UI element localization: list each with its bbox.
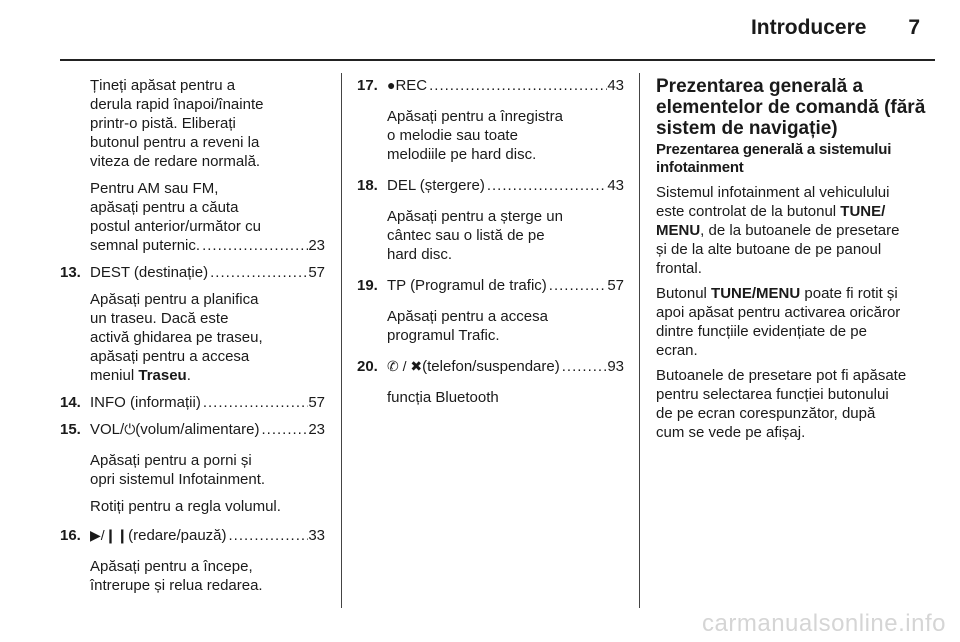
subsection-heading: Prezentarea generală a sistemului infotainment [656,141,892,176]
text-line: apăsați pentru a căuta [90,199,239,216]
page-ref: 43 [607,177,624,194]
text-line: Pentru AM sau FM, [90,180,219,197]
seek-description [60,76,325,171]
item-15: 15. VOL/ ⏻ (volum/alimentare) ..... 23 [60,420,325,439]
text-line: Țineți apăsat pentru a [90,77,236,94]
column-2 [357,76,624,415]
item-15-description-2: Rotiți pentru a regla volumul. [90,498,281,515]
page-ref: 93 [607,358,624,375]
text-line: butonul pentru a reveni la [90,134,260,151]
page-ref: 57 [607,277,624,294]
column-divider-2 [639,73,640,608]
column-divider-1 [341,73,342,608]
text-line: postul anterior/următor cu [90,218,261,235]
column-3 [656,76,926,448]
am-fm-description [60,179,325,255]
phone-mute-icon: ✆ / ✖ [387,358,423,374]
page-ref: 23 [308,421,325,438]
item-18: 18. DEL (ștergere) ..... 43 [357,176,624,195]
item-19-description: Apăsați pentru a accesa programul Trafic. [387,308,548,344]
paragraph-1: Sistemul infotainment al vehiculului este controlat de la butonul TUNE/ MENU, de la butoanele de presetare și de la alte butoane de pe panoul frontal. [656,184,900,277]
play-pause-icon: ▶/❙❙ [90,527,129,543]
item-13: 13. DEST (destinație) ..... 57 [60,263,325,282]
section-heading: Prezentarea generală a elementelor de comandă (fără sistem de navigație) [656,76,926,139]
item-17: 17. ● REC ..... 43 [357,76,624,95]
text-line: derula rapid înapoi/înainte [90,96,264,113]
item-20-description: funcția Bluetooth [387,389,499,406]
page-ref: 57 [308,264,325,281]
page-ref: 23 [308,237,325,254]
page-number: 7 [908,16,920,39]
column-1 [60,76,325,603]
item-18-description: Apăsați pentru a șterge un cântec sau o listă de pe hard disc. [387,208,563,263]
item-15-description: Apăsați pentru a porni și opri sistemul Infotainment. [90,452,266,488]
item-16: 16. ▶/❙❙ (redare/pauză) ..... 33 [60,526,325,545]
item-14: 14. INFO (informații) ..... 57 [60,393,325,412]
record-icon: ● [387,77,396,93]
paragraph-3: Butoanele de presetare pot fi apăsate pentru selectarea funcției butonului de pe ecran corespunzător, după cum se vede pe afișaj. [656,367,907,441]
page-ref: 57 [308,394,325,411]
item-20: 20. ✆ / ✖ (telefon/suspendare) ..... 93 [357,357,624,376]
watermark: carmanualsonline.info [702,610,946,637]
power-icon: ⏻ [124,421,136,437]
paragraph-2: Butonul TUNE/MENU poate fi rotit și apoi apăsat pentru activarea oricăror dintre funcțiile evidențiate de pe ecran. [656,285,901,359]
text-line: semnal puternic. ..... 23 [90,236,325,255]
section-title: Introducere [750,16,867,39]
page-header [751,16,920,40]
item-17-description: Apăsați pentru a înregistra o melodie sau toate melodiile pe hard disc. [387,108,563,163]
item-16-description: Apăsați pentru a începe, întrerupe și relua redarea. [90,558,263,594]
text-line: printr-o pistă. Eliberați [90,115,236,132]
page-ref: 43 [607,77,624,94]
header-rule [60,59,935,61]
page-ref: 33 [308,527,325,544]
item-13-description: Apăsați pentru a planifica un traseu. Dacă este activă ghidarea pe traseu, apăsați pentru a accesa meniul Traseu. [90,291,263,384]
item-19: 19. TP (Programul de trafic) ..... 57 [357,276,624,295]
text-line: viteza de redare normală. [90,153,261,170]
